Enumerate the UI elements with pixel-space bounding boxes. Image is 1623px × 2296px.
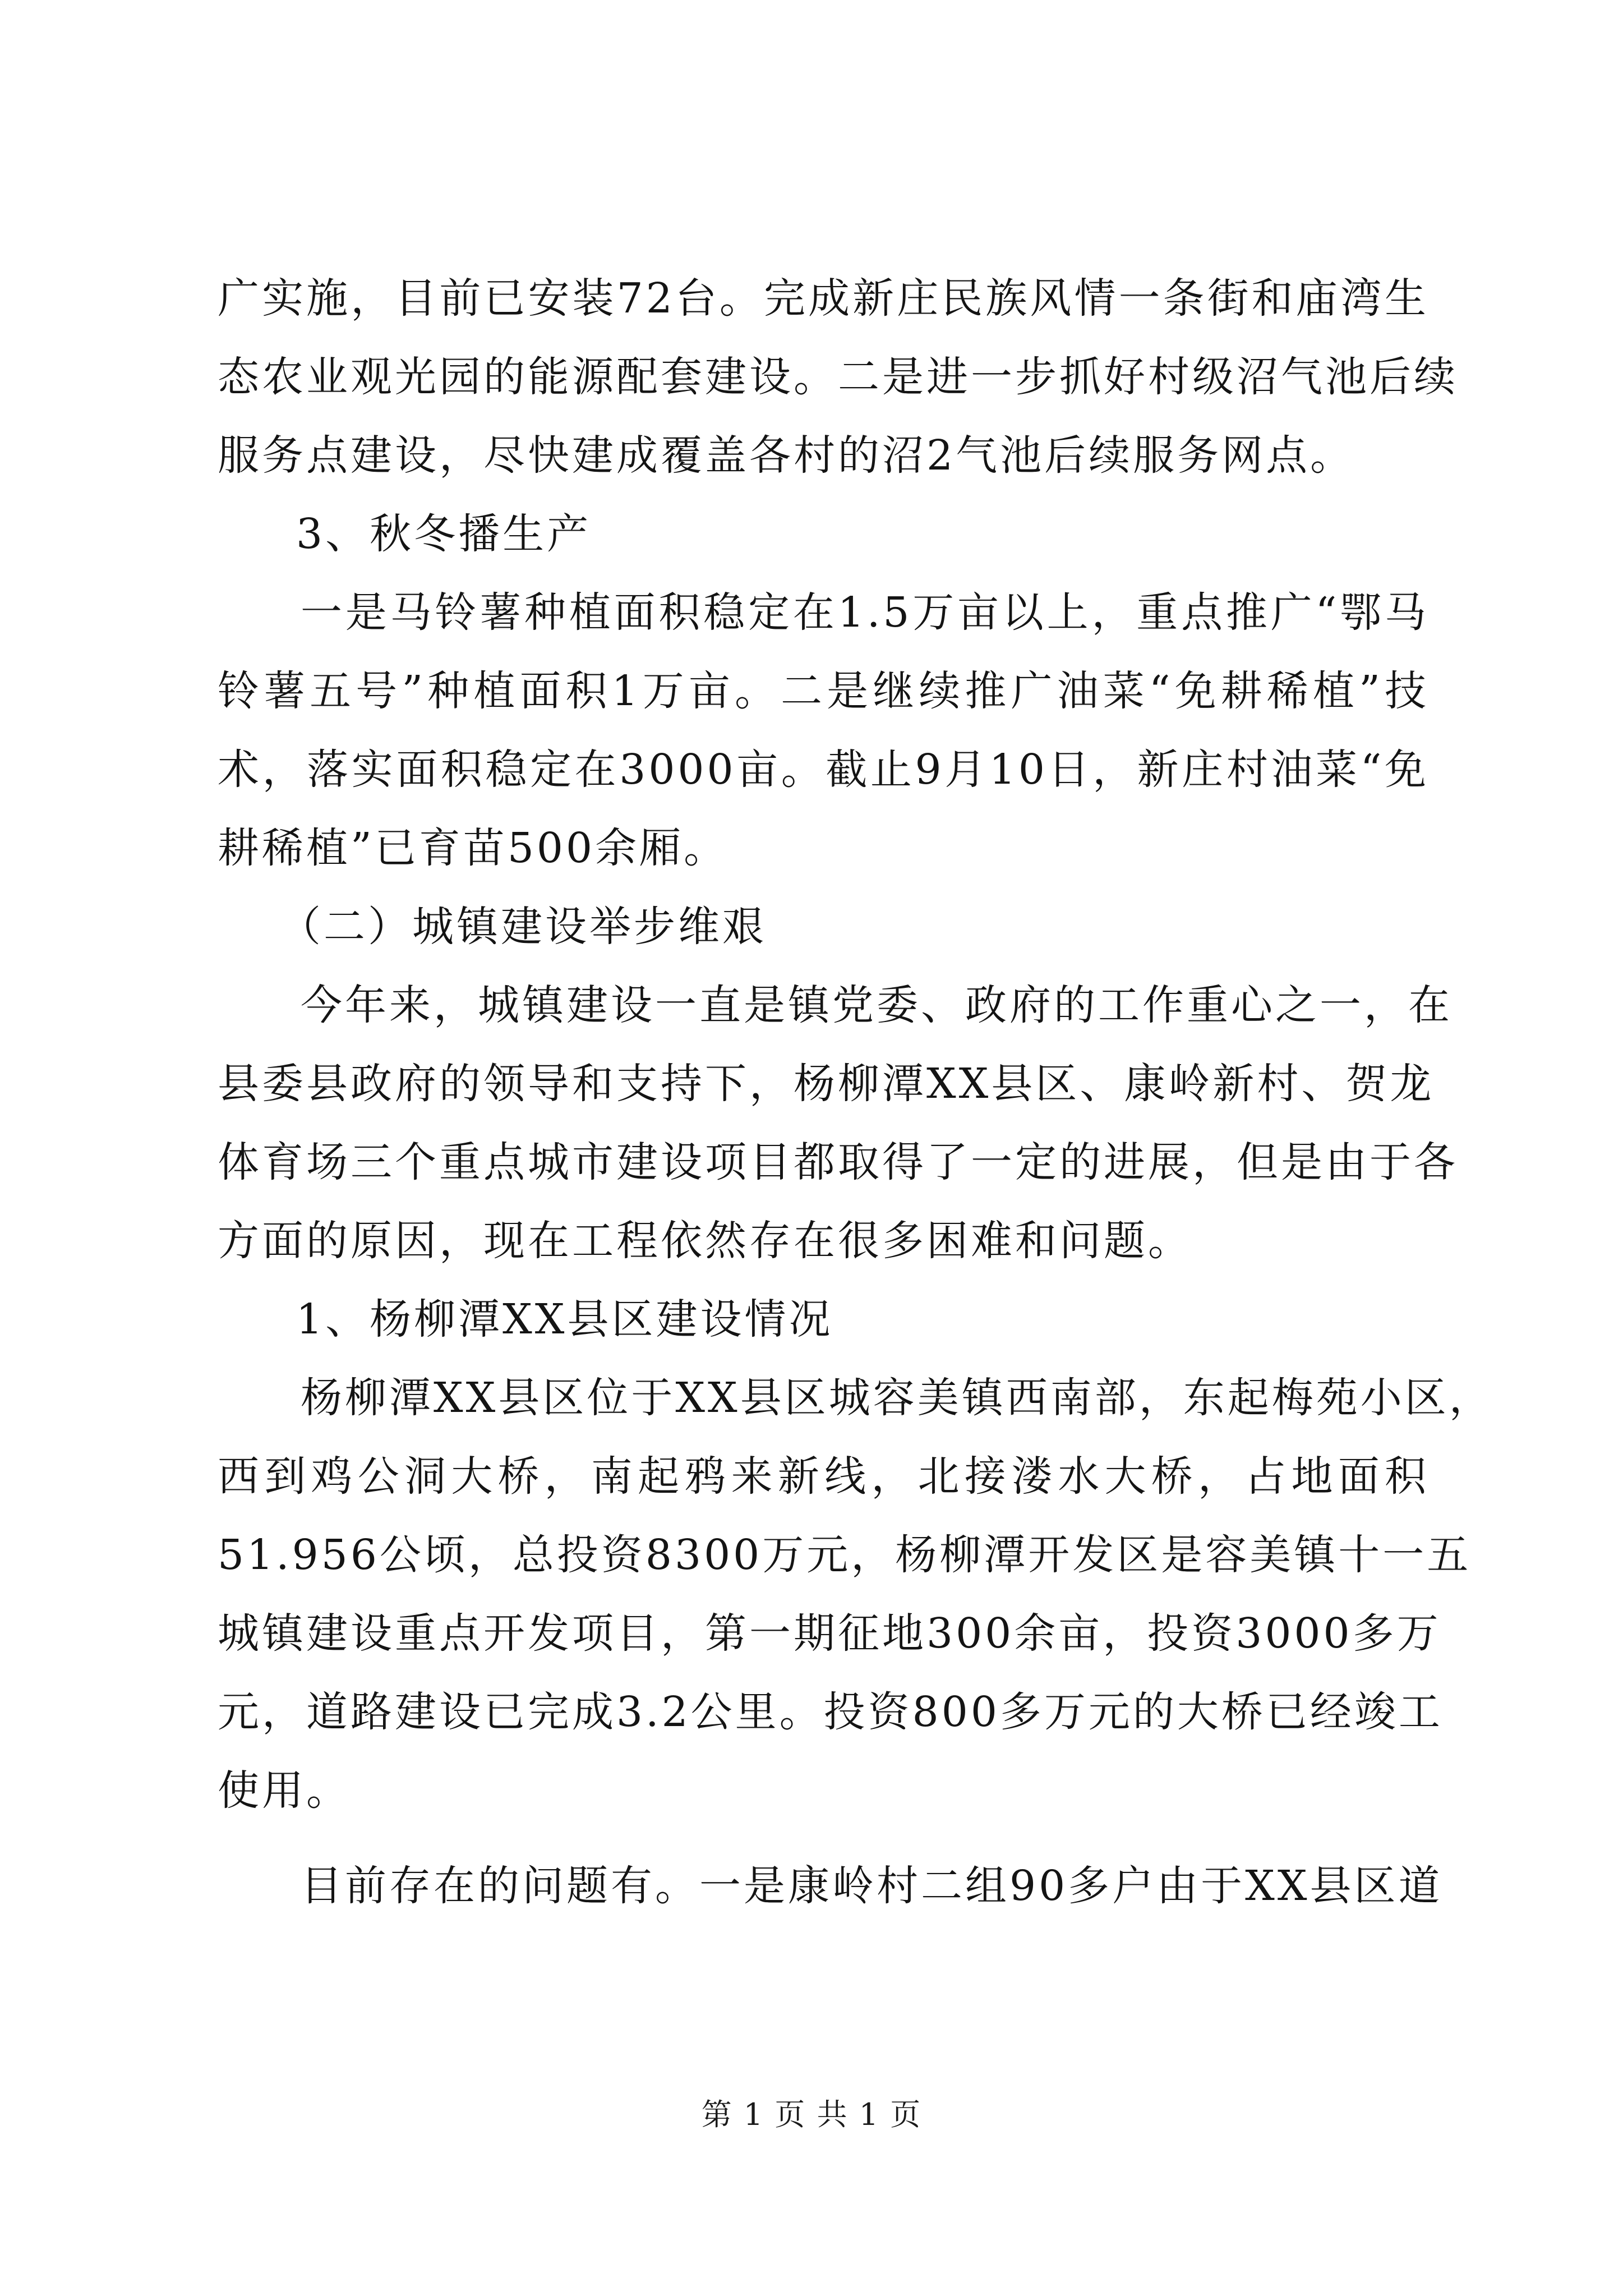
subheading-autumn-winter-sowing: [218, 495, 1429, 573]
paragraph-sowing: [218, 573, 1429, 887]
text-line: 目前存在的问题有。一是康岭村二组90多户由于XX县区道: [301, 1862, 1443, 1910]
paragraph-energy-continued: [218, 259, 1458, 495]
text-line: 广实施，目前已安装72台。完成新庄民族风情一条街和庙湾生: [218, 274, 1429, 323]
text-line: 杨柳潭XX县区位于XX县区城容美镇西南部，东起梅苑小区，: [301, 1374, 1493, 1422]
section-heading-town-construction: [218, 887, 1429, 966]
text-line: 县委县政府的领导和支持下，杨柳潭XX县区、康岭新村、贺龙: [218, 1060, 1435, 1108]
text-line: 态农业观光园的能源配套建设。二是进一步抓好村级沼气池后续: [218, 353, 1458, 401]
text-line: 铃薯五号”种植面积1万亩。二是继续推广油菜“免耕稀植”技: [218, 667, 1429, 715]
text-line: 使用。: [218, 1766, 351, 1815]
text-line: 服务点建设，尽快建成覆盖各村的沼2气池后续服务网点。: [218, 431, 1355, 480]
text-line: 51.956公顷，总投资8300万元，杨柳潭开发区是容美镇十一五: [218, 1531, 1472, 1579]
text-line: 术，落实面积稳定在3000亩。截止9月10日，新庄村油菜“免: [218, 746, 1429, 794]
paragraph-yangliutan: [218, 1359, 1493, 1830]
text-line: 1、杨柳潭XX县区建设情况: [296, 1295, 833, 1343]
document-body: [218, 259, 1493, 1925]
text-line: 城镇建设重点开发项目，第一期征地300余亩，投资3000多万: [218, 1609, 1441, 1658]
text-line: 西到鸡公洞大桥，南起鸦来新线，北接溇水大桥，占地面积: [218, 1452, 1429, 1501]
text-line: 3、秋冬播生产: [296, 510, 592, 558]
page-footer: 第 1 页 共 1 页: [701, 2097, 922, 2132]
text-line: 方面的原因，现在工程依然存在很多困难和问题。: [218, 1217, 1192, 1265]
text-line: 今年来，城镇建设一直是镇党委、政府的工作重心之一，在: [301, 981, 1453, 1029]
text-line: 元，道路建设已完成3.2公里。投资800多万元的大桥已经竣工: [218, 1688, 1443, 1736]
text-line: 体育场三个重点城市建设项目都取得了一定的进展，但是由于各: [218, 1138, 1458, 1186]
text-line: （二）城镇建设举步维艰: [279, 903, 767, 951]
paragraph-town-construction: [218, 966, 1458, 1280]
subheading-yangliutan: [218, 1280, 1429, 1359]
text-line: 一是马铃薯种植面积稳定在1.5万亩以上，重点推广“鄂马: [301, 588, 1429, 637]
paragraph-current-problems: [218, 1847, 1443, 1925]
text-line: 耕稀植”已育苗500余厢。: [218, 824, 728, 872]
